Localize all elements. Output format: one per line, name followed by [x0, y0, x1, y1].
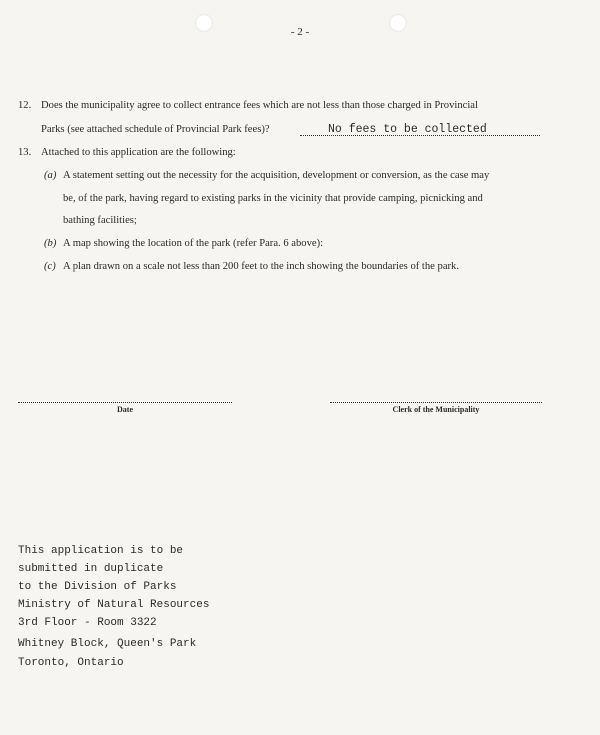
q13-a-line3: bathing facilities; — [63, 215, 137, 226]
q13-number: 13. — [18, 147, 32, 158]
clerk-signature-line — [330, 401, 542, 403]
q13-intro: Attached to this application are the following: — [41, 147, 236, 158]
address-line-4: Ministry of Natural Resources — [18, 599, 210, 611]
date-signature-line — [18, 401, 232, 403]
q13-a-label: (a) — [44, 170, 57, 181]
address-line-2: submitted in duplicate — [18, 563, 164, 575]
q13-a-line2: be, of the park, having regard to existing parks in the vicinity that provide camping, picnicking and — [63, 193, 483, 204]
q12-number: 12. — [18, 100, 32, 111]
address-line-6: Whitney Block, Queen's Park — [18, 638, 197, 650]
q13-b-label: (b) — [44, 238, 57, 249]
q12-line1: Does the municipality agree to collect entrance fees which are not less than those charged in Provincial — [41, 100, 478, 111]
address-line-1: This application is to be — [18, 545, 184, 557]
q13-b-text: A map showing the location of the park (refer Para. 6 above): — [63, 238, 324, 249]
address-line-3: to the Division of Parks — [18, 581, 177, 593]
date-label: Date — [117, 405, 133, 414]
clerk-label: Clerk of the Municipality — [392, 405, 480, 414]
address-line-5: 3rd Floor - Room 3322 — [18, 617, 157, 629]
q13-a-line1: A statement setting out the necessity for the acquisition, development or conversion, as the case may — [63, 170, 490, 181]
q13-c-label: (c) — [44, 261, 56, 272]
q12-answer-field: No fees to be collected — [300, 124, 540, 136]
address-line-7: Toronto, Ontario — [18, 657, 124, 669]
q12-line2: Parks (see attached schedule of Provincial Park fees)? — [41, 124, 270, 135]
page-number: - 2 - — [290, 26, 310, 38]
q13-c-text: A plan drawn on a scale not less than 200 feet to the inch showing the boundaries of the park. — [63, 261, 459, 272]
